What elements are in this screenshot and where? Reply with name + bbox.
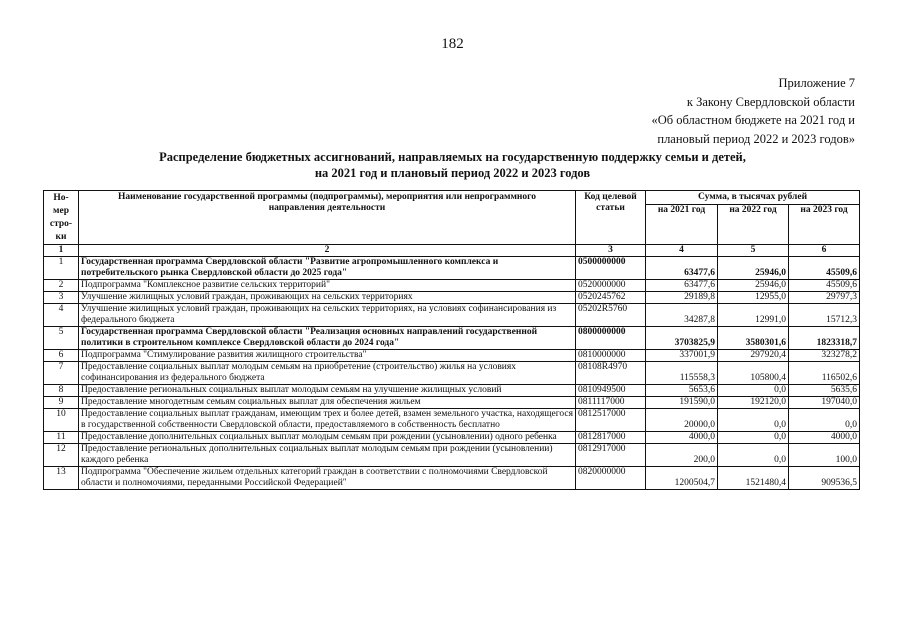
row-2022-cell: 0,0 — [718, 432, 789, 444]
row-number-cell: 12 — [44, 444, 79, 467]
row-code-cell: 0812917000 — [576, 444, 646, 467]
row-number-cell: 9 — [44, 397, 79, 409]
appendix-line-1: Приложение 7 — [778, 76, 855, 90]
table-row — [44, 409, 860, 432]
row-2021-cell: 63477,6 — [646, 257, 718, 280]
column-index: 2 — [79, 245, 576, 257]
row-code-cell: 0520000000 — [576, 280, 646, 292]
appendix-line-3: «Об областном бюджете на 2021 год и — [651, 113, 855, 127]
row-number-cell: 7 — [44, 362, 79, 385]
row-number-cell: 1 — [44, 257, 79, 280]
column-index-row — [44, 245, 860, 257]
row-2021-cell: 3703825,9 — [646, 327, 718, 350]
row-2022-cell: 3580301,6 — [718, 327, 789, 350]
table-row — [44, 467, 860, 490]
row-2022-cell: 25946,0 — [718, 280, 789, 292]
row-2021-cell: 1200504,7 — [646, 467, 718, 490]
row-number-cell: 4 — [44, 304, 79, 327]
row-name-cell: Подпрограмма "Комплексное развитие сельских территорий" — [79, 280, 576, 292]
row-name-cell: Предоставление дополнительных социальных выплат молодым семьям при рождении (усыновлении) одного ребенка — [79, 432, 576, 444]
row-2021-cell: 29189,8 — [646, 292, 718, 304]
row-2022-cell: 192120,0 — [718, 397, 789, 409]
header-sum: Сумма, в тысячах рублей — [646, 191, 860, 205]
row-2022-cell: 297920,4 — [718, 350, 789, 362]
document-title — [0, 149, 905, 181]
column-index: 3 — [576, 245, 646, 257]
row-2023-cell: 15712,3 — [789, 304, 860, 327]
table-row — [44, 444, 860, 467]
column-index: 1 — [44, 245, 79, 257]
row-code-cell: 0800000000 — [576, 327, 646, 350]
row-name-cell: Предоставление региональных дополнительных социальных выплат молодым семьям при рождении (усыновлении) каждого ребенка — [79, 444, 576, 467]
row-2022-cell: 0,0 — [718, 444, 789, 467]
table-row — [44, 432, 860, 444]
row-name-cell: Подпрограмма "Стимулирование развития жилищного строительства" — [79, 350, 576, 362]
row-2021-cell: 20000,0 — [646, 409, 718, 432]
row-2021-cell: 34287,8 — [646, 304, 718, 327]
row-name-cell: Предоставление многодетным семьям социальных выплат для обеспечения жильем — [79, 397, 576, 409]
row-2022-cell: 1521480,4 — [718, 467, 789, 490]
table-row — [44, 385, 860, 397]
row-code-cell: 0820000000 — [576, 467, 646, 490]
table-row — [44, 292, 860, 304]
row-2023-cell: 909536,5 — [789, 467, 860, 490]
row-2021-cell: 63477,6 — [646, 280, 718, 292]
row-number-cell: 10 — [44, 409, 79, 432]
appendix-line-4: плановый период 2022 и 2023 годов» — [657, 131, 855, 146]
appendix-line-2: к Закону Свердловской области — [686, 94, 855, 109]
row-number-cell: 5 — [44, 327, 79, 350]
table-row — [44, 304, 860, 327]
row-2022-cell: 25946,0 — [718, 257, 789, 280]
row-2021-cell: 115558,3 — [646, 362, 718, 385]
table-row — [44, 257, 860, 280]
row-code-cell: 0812817000 — [576, 432, 646, 444]
row-2022-cell: 105800,4 — [718, 362, 789, 385]
row-2023-cell: 4000,0 — [789, 432, 860, 444]
row-2023-cell: 116502,6 — [789, 362, 860, 385]
row-2023-cell: 0,0 — [789, 409, 860, 432]
row-name-cell: Улучшение жилищных условий граждан, проживающих на сельских территориях — [79, 292, 576, 304]
appendix-block — [651, 74, 855, 148]
table-row — [44, 350, 860, 362]
row-name-cell: Подпрограмма "Обеспечение жильем отдельных категорий граждан в соответствии с полномочиями Свердловской области и полномочиями, переданными Российской Федерацией" — [79, 467, 576, 490]
row-code-cell: 0810949500 — [576, 385, 646, 397]
row-code-cell: 0812517000 — [576, 409, 646, 432]
header-row-number: Но- мер стро- ки — [44, 191, 79, 245]
row-2022-cell: 12955,0 — [718, 292, 789, 304]
row-code-cell: 05202R5760 — [576, 304, 646, 327]
header-2021: на 2021 год — [646, 205, 718, 245]
row-code-cell: 0810000000 — [576, 350, 646, 362]
row-name-cell: Государственная программа Свердловской области "Развитие агропромышленного комплекса и потребительского рынка Свердловской области до 2025 года" — [79, 257, 576, 280]
row-code-cell: 08108R4970 — [576, 362, 646, 385]
row-number-cell: 8 — [44, 385, 79, 397]
row-number-cell: 11 — [44, 432, 79, 444]
row-2021-cell: 191590,0 — [646, 397, 718, 409]
table-row — [44, 397, 860, 409]
header-code: Код целевой статьи — [576, 191, 646, 245]
row-2023-cell: 29797,3 — [789, 292, 860, 304]
row-2023-cell: 323278,2 — [789, 350, 860, 362]
column-index: 6 — [789, 245, 860, 257]
row-2022-cell: 0,0 — [718, 385, 789, 397]
column-index: 5 — [718, 245, 789, 257]
row-name-cell: Предоставление региональных социальных выплат молодым семьям на улучшение жилищных условий — [79, 385, 576, 397]
title-line-1: Распределение бюджетных ассигнований, направляемых на государственную поддержку семьи и детей, — [159, 150, 746, 164]
row-2023-cell: 45509,6 — [789, 280, 860, 292]
row-name-cell: Улучшение жилищных условий граждан, проживающих на сельских территориях, на условиях софинансирования из федерального бюджета — [79, 304, 576, 327]
row-2021-cell: 5653,6 — [646, 385, 718, 397]
row-2021-cell: 200,0 — [646, 444, 718, 467]
row-name-cell: Предоставление социальных выплат гражданам, имеющим трех и более детей, взамен земельного участка, находящегося в государственной собственности Свердловской области, предоставляемого в собственность бесплатно — [79, 409, 576, 432]
column-index: 4 — [646, 245, 718, 257]
row-2022-cell: 12991,0 — [718, 304, 789, 327]
row-2021-cell: 4000,0 — [646, 432, 718, 444]
row-2023-cell: 100,0 — [789, 444, 860, 467]
header-name: Наименование государственной программы (подпрограммы), мероприятия или непрограммного направления деятельности — [79, 191, 576, 245]
title-line-2: на 2021 год и плановый период 2022 и 2023 годов — [314, 166, 591, 180]
table-row — [44, 362, 860, 385]
row-2023-cell: 197040,0 — [789, 397, 860, 409]
row-2022-cell: 0,0 — [718, 409, 789, 432]
row-number-cell: 3 — [44, 292, 79, 304]
row-code-cell: 0520245762 — [576, 292, 646, 304]
row-2023-cell: 45509,6 — [789, 257, 860, 280]
header-2023: на 2023 год — [789, 205, 860, 245]
table-row — [44, 327, 860, 350]
page-number: 182 — [441, 36, 464, 52]
row-code-cell: 0500000000 — [576, 257, 646, 280]
budget-table — [43, 190, 860, 490]
row-2021-cell: 337001,9 — [646, 350, 718, 362]
table-row — [44, 280, 860, 292]
row-code-cell: 0811117000 — [576, 397, 646, 409]
row-name-cell: Предоставление социальных выплат молодым семьям на приобретение (строительство) жилья на условиях софинансирования из федерального бюджета — [79, 362, 576, 385]
row-number-cell: 2 — [44, 280, 79, 292]
row-2023-cell: 5635,6 — [789, 385, 860, 397]
header-2022: на 2022 год — [718, 205, 789, 245]
row-2023-cell: 1823318,7 — [789, 327, 860, 350]
row-number-cell: 13 — [44, 467, 79, 490]
row-number-cell: 6 — [44, 350, 79, 362]
row-name-cell: Государственная программа Свердловской области "Реализация основных направлений государственной политики в строительном комплексе Свердловской области до 2024 года" — [79, 327, 576, 350]
